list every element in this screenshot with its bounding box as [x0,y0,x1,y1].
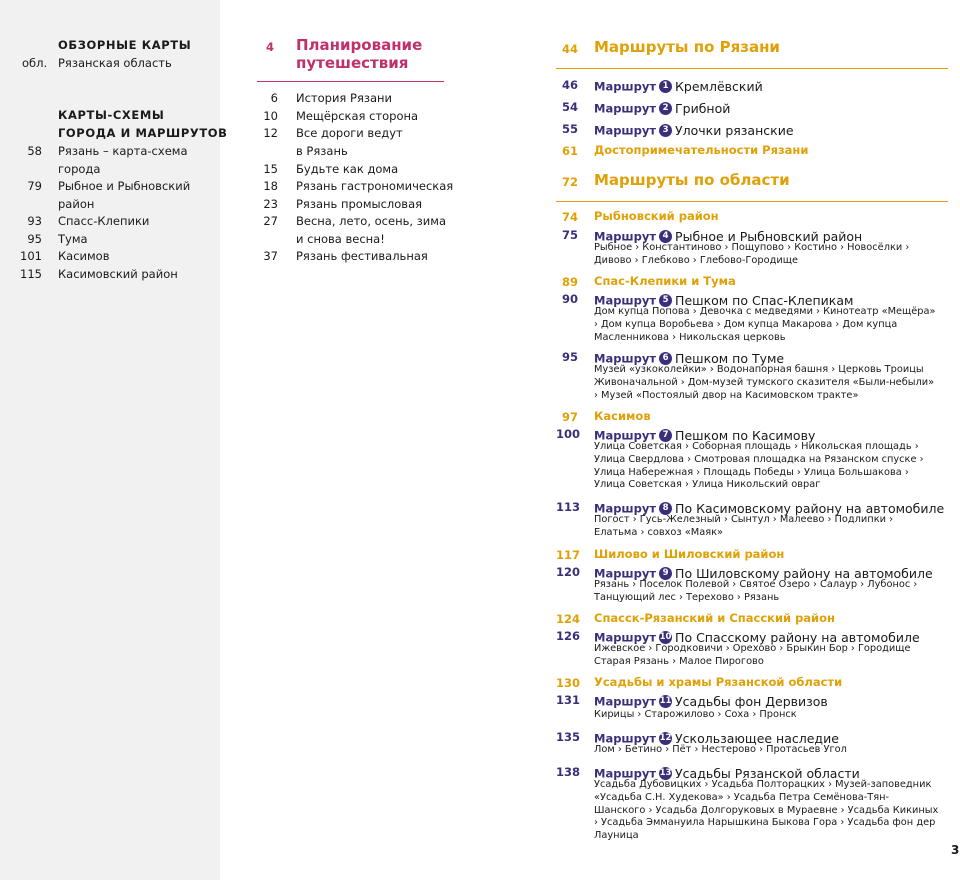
route-entry[interactable] [594,98,730,117]
route-entry[interactable] [594,120,794,139]
planning-title[interactable] [296,36,422,72]
route-page-number: 135 [556,730,581,744]
route-stops: Рязань › Поселок Полевой › Святое Озеро › Салаур › Лубонос › Танцующий лес › Терехово › Рязань [594,579,918,603]
toc-entry-label[interactable]: Будьте как дома [296,162,399,176]
route-stops: Кирицы › Старожилово › Соха › Пронск [594,709,797,720]
district-title[interactable]: Шилово и Шиловский район [594,547,785,561]
toc-entry-label[interactable]: Все дороги ведут [296,126,403,140]
toc-entry-number: 6 [270,91,278,105]
route-title: Улочки рязанские [675,123,794,138]
toc-entry-label-cont[interactable]: район [58,197,95,211]
route-stops: Усадьба Дубовицких › Усадьба Полторацких › Музей-заповедник «Усадьба С.Н. Худекова» › Усадьба Петра Семёнова-Тян-Шанского › Усадьба Долгоруковых в Мураевне › Усадьба Кикиных › Усадьба Эммануила Нарышкина Быкова Гора › Усадьба фон дер Лауница [594,779,939,842]
route-number-badge: 13 [659,767,672,778]
toc-entry-number: 37 [263,249,278,263]
toc-entry-label-cont[interactable]: города [58,162,101,176]
route-title: Грибной [675,101,731,116]
route-number-badge: 12 [659,732,672,743]
route-stops: Дом купца Попова › Девочка с медведями › Кинотеатр «Мещёра» › Дом купца Воробьева › Дом купца Макарова › Дом купца Масленникова › Никольская церковь [594,306,936,343]
toc-entry-label[interactable]: Весна, лето, осень, зима [296,214,446,228]
route-label: Маршрут [594,101,657,116]
route-title: По Касимовскому району на автомобиле [675,501,945,516]
route-title: Кремлёвский [675,79,763,94]
route-label: Маршрут [594,229,657,244]
district-page-number: 130 [556,676,581,690]
route-page-number: 46 [561,78,578,92]
route-page-number: 138 [556,765,581,779]
sights-title[interactable]: Достопримечательности Рязани [594,143,809,157]
route-title: Пешком по Туме [675,351,785,366]
route-page-number: 54 [561,100,578,114]
route-page-number: 55 [561,122,578,136]
toc-entry-label[interactable]: Касимов [58,249,110,263]
toc-entry-label[interactable]: Тума [58,232,88,246]
route-entry[interactable] [594,691,828,710]
district-page-number: 89 [561,275,578,289]
route-label: Маршрут [594,293,657,308]
route-number-badge: 9 [659,567,672,580]
route-title: Пешком по Спас-Клепикам [675,293,854,308]
route-entry[interactable] [594,76,763,95]
district-title[interactable]: Рыбновский район [594,209,719,223]
toc-entry-label[interactable]: Рязань фестивальная [296,249,428,263]
route-stops: Ижевское › Городковичи › Орехово › Брыкин Бор › Городище Старая Рязань › Малое Пирогово [594,643,911,667]
route-number-badge: 3 [659,124,672,137]
route-label: Маршрут [594,766,657,781]
route-label: Маршрут [594,79,657,94]
toc-entry-label[interactable]: Спасс-Клепики [58,214,150,228]
route-title: Пешком по Касимову [675,428,816,443]
route-page-number: 120 [556,565,581,579]
toc-entry-label[interactable]: Рыбное и Рыбновский [58,179,191,193]
toc-entry-number: 10 [263,109,278,123]
route-number-badge: 5 [659,294,672,307]
route-label: Маршрут [594,630,657,645]
route-stops: Лом › Бетино › Пёт › Нестерово › Протасьев Угол [594,744,847,755]
district-title[interactable]: Усадьбы и храмы Рязанской области [594,675,843,689]
sights-page-number: 61 [561,144,578,158]
toc-entry-number: 95 [27,232,42,246]
toc-entry-number: 101 [20,249,42,263]
route-stops: Рыбное › Константиново › Пощупово › Костино › Новосёлки › Дивово › Глебково › Глебово-Городище [594,242,910,266]
route-label: Маршрут [594,428,657,443]
district-page-number: 74 [561,210,578,224]
toc-entry-number: 58 [27,144,42,158]
planning-page-number: 4 [266,40,275,54]
route-label: Маршрут [594,501,657,516]
route-title: Рыбное и Рыбновский район [675,229,863,244]
route-stops: Погост › Гусь-Железный › Сынтул › Малеево › Подлипки › Елатьма › совхоз «Маяк» [594,514,894,538]
district-page-number: 117 [556,548,581,562]
toc-entry-number: 23 [263,197,278,211]
page-number: 3 [951,843,960,857]
route-page-number: 90 [561,292,578,306]
route-title: Усадьбы фон Дервизов [675,694,828,709]
route-number-badge: 7 [659,429,672,442]
route-page-number: 75 [561,228,578,242]
route-number-badge: 2 [659,102,672,115]
toc-entry-label[interactable]: Рязань промысловая [296,197,423,211]
toc-entry-number: 115 [20,267,42,281]
route-label: Маршрут [594,351,657,366]
route-title: Усадьбы Рязанской области [675,766,860,781]
toc-entry-number: 18 [263,179,278,193]
toc-entry-number: 27 [263,214,278,228]
route-label: Маршрут [594,566,657,581]
district-title[interactable]: Спасск-Рязанский и Спасский район [594,611,835,625]
section-title-city-routes[interactable]: Маршруты по Рязани [594,38,780,56]
district-title[interactable]: Спас-Клепики и Тума [594,274,736,288]
toc-entry-number: 12 [263,126,278,140]
toc-entry-label[interactable]: Рязанская область [58,56,172,70]
route-page-number: 131 [556,693,581,707]
city-maps-title-line2: ГОРОДА И МАРШРУТОВ [58,126,228,140]
route-number-badge: 8 [659,502,672,515]
planning-title-line2: путешествия [296,54,409,72]
toc-entry-label[interactable]: Мещёрская сторона [296,109,419,123]
planning-divider [257,81,444,82]
section-divider [556,201,948,202]
district-page-number: 97 [561,410,578,424]
toc-entry-label[interactable]: Рязань гастрономическая [296,179,454,193]
district-title[interactable]: Касимов [594,409,651,423]
route-page-number: 100 [556,427,581,441]
section-page-number: 72 [561,175,578,189]
section-page-number: 44 [561,42,578,56]
toc-entry-label[interactable]: История Рязани [296,91,393,105]
route-title: Ускользающее наследие [675,731,839,746]
route-label: Маршрут [594,731,657,746]
toc-entry-number: 93 [27,214,42,228]
planning-title-line1: Планирование [296,36,423,54]
route-number-badge: 6 [659,352,672,365]
section-title-region-routes[interactable]: Маршруты по области [594,171,790,189]
route-label: Маршрут [594,694,657,709]
route-label: Маршрут [594,123,657,138]
overview-maps-title: ОБЗОРНЫЕ КАРТЫ [58,38,192,52]
route-title: По Шиловскому району на автомобиле [675,566,933,581]
toc-entry-number: 79 [27,179,42,193]
route-page-number: 113 [556,500,581,514]
toc-entry-label[interactable]: Касимовский район [58,267,178,281]
route-number-badge: 4 [659,230,672,243]
toc-entry-label[interactable]: Рязань – карта-схема [58,144,188,158]
section-divider [556,68,948,69]
route-title: По Спасскому району на автомобиле [675,630,920,645]
route-stops: Улица Советская › Соборная площадь › Никольская площадь › Улица Свердлова › Смотровая площадка на Рязанском спуске › Улица Набережная › Площадь Победы › Улица Большакова › Улица Советская › Улица Никольский овраг [594,441,924,491]
toc-entry-label-cont[interactable]: и снова весна! [296,232,385,246]
route-stops: Музей «узкоколейки» › Водонапорная башня › Церковь Троицы Живоначальной › Дом-музей тумского сказителя «Были-небыли» › Музей «Постоялый двор на Касимовском тракте» [594,364,935,401]
district-page-number: 124 [556,612,581,626]
toc-entry-number: обл. [22,56,48,70]
route-page-number: 95 [561,350,578,364]
route-number-badge: 10 [659,631,672,642]
city-maps-title-line1: КАРТЫ-СХЕМЫ [58,108,165,122]
toc-entry-number: 15 [263,162,278,176]
route-page-number: 126 [556,629,581,643]
route-number-badge: 11 [659,695,672,706]
route-number-badge: 1 [659,80,672,93]
toc-entry-label-cont[interactable]: в Рязань [296,144,348,158]
